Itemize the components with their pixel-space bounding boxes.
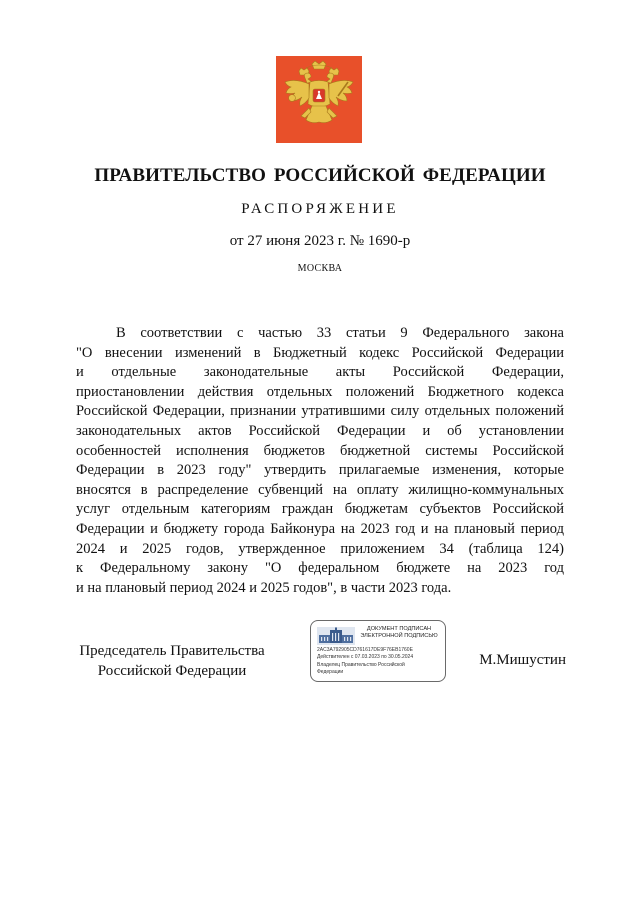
stamp-title-line: ДОКУМЕНТ ПОДПИСАН [366, 626, 432, 632]
certificate-owner: Федерации [317, 669, 344, 676]
body-line: Российской Федерации, признании утратившими силу отдельных положений [76, 403, 564, 420]
body-line: законодательных актов Российской Федерации и об установлении [76, 422, 564, 439]
signer-name: М.Мишустин [479, 652, 566, 668]
stamp-title-line: ЭЛЕКТРОННОЙ ПОДПИСЬЮ [360, 633, 438, 639]
body-line: услуг отдельным категориям граждан бюджетам субъектов Российской [76, 501, 564, 518]
order-body-paragraph [76, 324, 564, 598]
body-line: "О внесении изменений в Бюджетный кодекс Российской Федерации [76, 344, 564, 361]
body-line: и отдельные законодательные акты Российской Федерации, [76, 364, 564, 381]
signer-position-line: Председатель Правительства [79, 643, 265, 659]
city-label: МОСКВА [297, 263, 343, 274]
document-type: РАСПОРЯЖЕНИЕ [241, 201, 399, 217]
body-line: особенностей исполнения бюджетов бюджетной системы Российской [76, 442, 564, 459]
government-building-icon [317, 627, 355, 645]
government-title: ПРАВИТЕЛЬСТВО РОССИЙСКОЙ ФЕДЕРАЦИИ [94, 165, 546, 186]
certificate-owner: Владелец Правительство Российской [317, 661, 405, 668]
stamp-details [317, 647, 441, 677]
body-line: 2024 и 2025 годов, утвержденное приложением 34 (таблица 124) [76, 540, 564, 557]
body-line: и на плановый период 2024 и 2025 годов", в части 2023 года. [76, 579, 452, 596]
signer-position [72, 641, 272, 681]
signer-position-line: Российской Федерации [97, 663, 247, 679]
body-line: Федерации в 2023 году" утвердить прилагаемые изменения, которые [76, 462, 564, 479]
body-line: В соответствии с частью 33 статьи 9 Федерального закона [116, 325, 564, 341]
stamp-title [357, 626, 441, 640]
order-date-number: от 27 июня 2023 г. № 1690-р [229, 233, 411, 249]
coat-of-arms-russia-icon [276, 56, 362, 143]
body-line: вносятся в распределение субвенций на оплату жилищно-коммунальных [76, 481, 564, 498]
body-line: к Федеральному закону "О федеральном бюджете на 2023 год [76, 560, 564, 577]
certificate-validity: Действителен с 07.03.2023 по 30.05.2024 [317, 654, 414, 661]
body-line: приостановлении действия отдельных положений Бюджетного кодекса [76, 383, 564, 400]
electronic-signature-stamp [310, 620, 446, 682]
body-line: Федерации и бюджету города Байконура на 2023 год и на плановый период [76, 520, 564, 537]
certificate-serial: 2AC3A792905CD761617DE9F76EB1760E [317, 647, 413, 653]
